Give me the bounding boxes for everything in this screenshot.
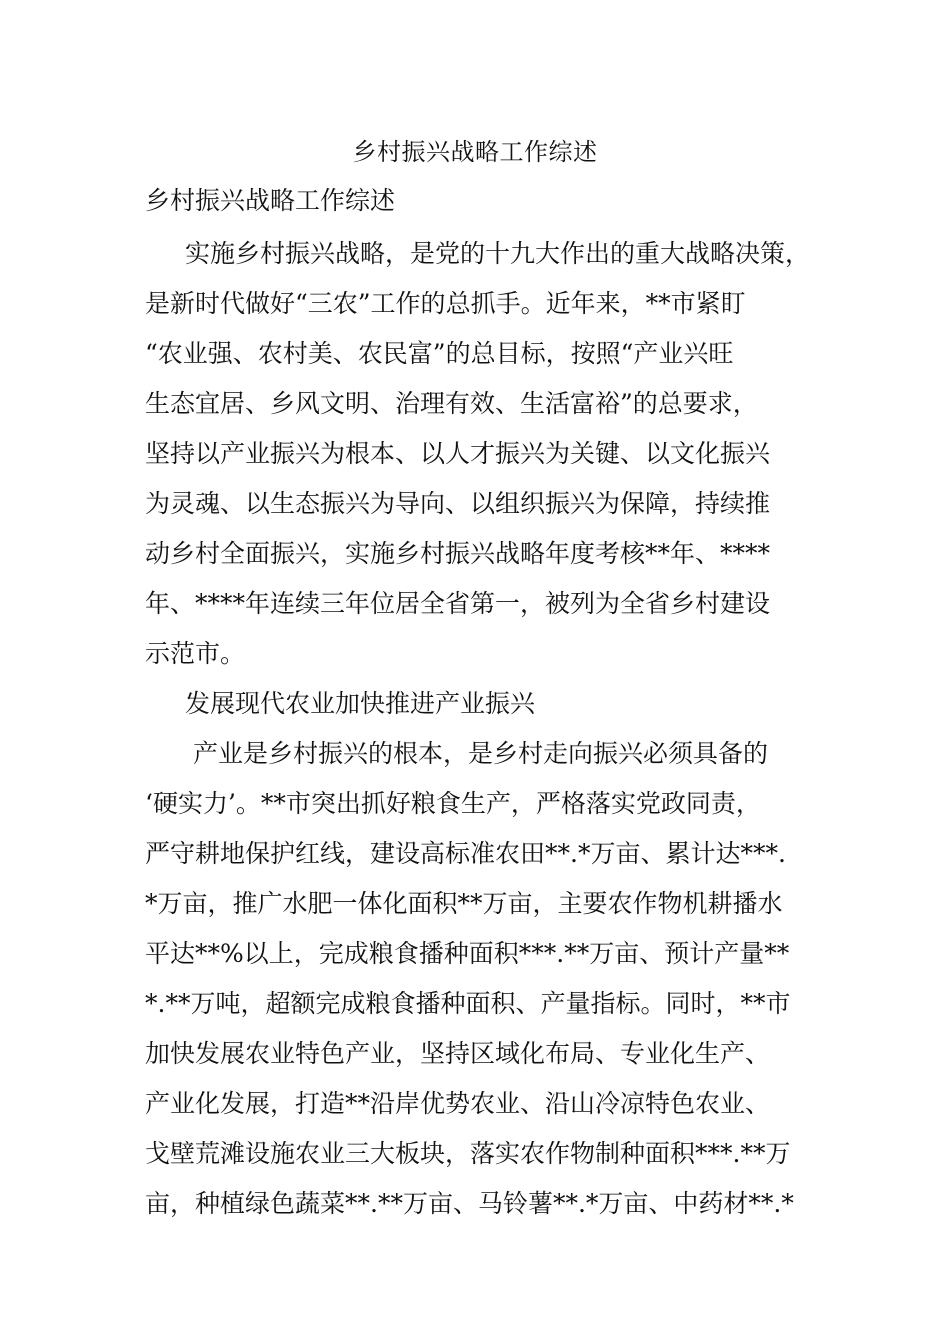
- paragraph-line: *万亩，推广水肥一体化面积**万亩，主要农作物机耕播水: [145, 889, 783, 918]
- paragraph-line: 动乡村全面振兴，实施乡村振兴战略年度考核**年、****: [145, 539, 771, 568]
- paragraph-line: 年、****年连续三年位居全省第一，被列为全省乡村建设: [145, 589, 771, 618]
- paragraph-line: 亩，种植绿色蔬菜**.**万亩、马铃薯**.*万亩、中药材**.*: [145, 1189, 794, 1218]
- paragraph-line: 为灵魂、以生态振兴为导向、以组织振兴为保障，持续推: [145, 489, 771, 518]
- document-body: [145, 229, 825, 1229]
- paragraph-line: 产业是乡村振兴的根本，是乡村走向振兴必须具备的: [193, 739, 769, 768]
- document-subtitle: 乡村振兴战略工作综述: [145, 186, 396, 215]
- paragraph-line: 严守耕地保护红线，建设高标准农田**.*万亩、累计达***.: [145, 839, 786, 868]
- paragraph-line: 加快发展农业特色产业，坚持区域化布局、专业化生产、: [145, 1039, 771, 1068]
- paragraph-line: 生态宜居、乡风文明、治理有效、生活富裕”的总要求，: [145, 389, 758, 418]
- section-heading: 发展现代农业加快推进产业振兴: [185, 689, 536, 718]
- paragraph-line: ‘硬实力’。**市突出抓好粮食生产，严格落实党政同责，: [145, 789, 761, 818]
- paragraph-line: 平达**%以上，完成粮食播种面积***.**万亩、预计产量**: [145, 939, 790, 968]
- paragraph-line: 坚持以产业振兴为根本、以人才振兴为关键、以文化振兴: [145, 439, 771, 468]
- paragraph-line: 是新时代做好“三农”工作的总抓手。近年来，**市紧盯: [145, 289, 746, 318]
- paragraph-line: 戈壁荒滩设施农业三大板块，落实农作物制种面积***.**万: [145, 1139, 791, 1168]
- paragraph-line: “农业强、农村美、农民富”的总目标，按照“产业兴旺: [145, 339, 734, 368]
- paragraph-line: 示范市。: [145, 639, 246, 668]
- paragraph-line: 产业化发展，打造**沿岸优势农业、沿山冷凉特色农业、: [145, 1089, 771, 1118]
- paragraph-line: 实施乡村振兴战略，是党的十九大作出的重大战略决策，: [185, 239, 811, 268]
- document-title: 乡村振兴战略工作综述: [352, 138, 598, 166]
- paragraph-line: *.**万吨，超额完成粮食播种面积、产量指标。同时，**市: [145, 989, 791, 1018]
